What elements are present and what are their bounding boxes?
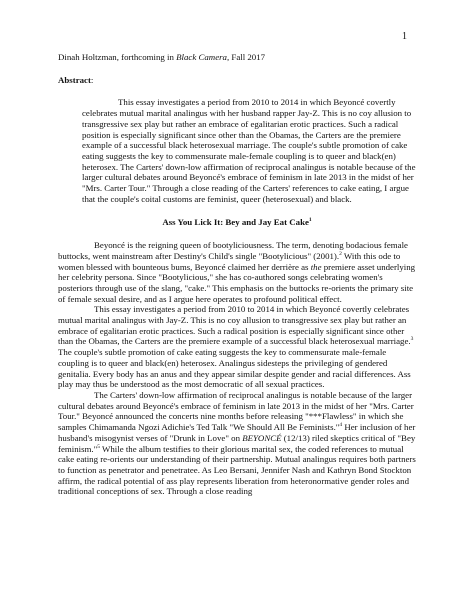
byline-author: Dinah Holtzman, forthcoming in: [58, 52, 177, 62]
footnote-ref: 2: [339, 250, 342, 257]
abstract-heading: Abstract:: [58, 74, 94, 85]
footnote-ref: 5: [97, 443, 100, 450]
body-paragraph-2: This essay investigates a period from 2010 to 2014 in which Beyoncé covertly celebrates mutual marital analingus with Jay-Z. This is no coy allusion to transgressive sex play but rather an embrace of egalitarian erotic practices. Such a radical position is especially significant since other than the Obamas, the Carters are the premiere example of a successful black heterosexual marriage.$^3$ The couple's subtle promotion of cake eating suggests the key to commensurate male-female coupling is to queer and black(en) heterosex. Analingus sidesteps the privileging of gendered genitalia. Every body has an anus and they appear similar despite gender and racial differences. Ass play may thus be understood as the most democratic of all sexual practices.: [58, 304, 414, 390]
byline-journal: Black Camera: [176, 52, 227, 62]
abstract-text: This essay investigates a period from 2010 to 2014 in which Beyoncé covertly celebrates mutual marital analingus with her husband rapper Jay-Z. This is no coy allusion to transgressive sex play but rather an embrace of egalitarian erotic practices. Such a radical position is especially significant since other than the Obamas, the Carters are the premiere example of a successful black heterosexual marriage. The couple's subtle promotion of cake eating suggests the key to commensurate male-female coupling is to queer and black(en) heterosex. The Carters' down-low affirmation of reciprocal analingus is notable because of the larger cultural debates around Beyoncé's embrace of feminism in late 2013 in the midst of her "Mrs. Carter Tour." Through a close reading of the Carters' references to cake eating, I argue that the couple's coital customs are feminist, queer (heterosexual) and black.: [82, 97, 416, 204]
footnote-ref: 1: [308, 217, 312, 224]
article-title: Ass You Lick It: Bey and Jay Eat Cake$^1$: [162, 217, 312, 228]
byline-date: , Fall 2017: [226, 52, 266, 62]
page-number: 1: [402, 31, 407, 42]
document-body: [58, 52, 416, 497]
footnote-ref: 3: [410, 336, 414, 343]
body-paragraph-1: Beyoncé is the reigning queen of bootyliciousness. The term, denoting bodacious female buttocks, went mainstream after Destiny's Child's single "Bootylicious" (2001).$^2$ With this ode to women blessed with bounteous bums, Beyoncé claimed her derrière as the premiere asset underlying her celebrity persona. Since "Bootylicious," she has co-authored songs celebrating women's posteriors through use of the slang, "cake." This emphasis on the buttocks re-orients the primary site of female sexual desire, and as I argue here operates to profound political effect.: [58, 240, 416, 304]
byline: [58, 52, 416, 63]
body-paragraph-3: The Carters' down-low affirmation of reciprocal analingus is notable because of the larger cultural debates around Beyoncé's embrace of feminism in late 2013 in the midst of her "Mrs. Carter Tour." Beyoncé announced the concerts nine months before releasing "***Flawless" in which she samples Chimamanda Ngozi Adichie's Ted Talk "We Should All Be Feminists."$^4$ Her inclusion of her husband's misogynist verses of "Drunk in Love" on BEYONCÉ (12/13) riled skeptics critical of "Bey feminism."$^5$ While the album testifies to their glorious marital sex, the coded references to mutual cake eating re-orients our understanding of their partnership. Mutual analingus requires both partners to function as penetrator and penetratee. As Leo Bersani, Jennifer Nash and Kathryn Bond Stockton affirm, the radical potential of ass play represents liberation from heteronormative gender roles and traditional conceptions of sex. Through a close reading: [58, 389, 416, 497]
footnote-ref: 4: [339, 422, 343, 429]
